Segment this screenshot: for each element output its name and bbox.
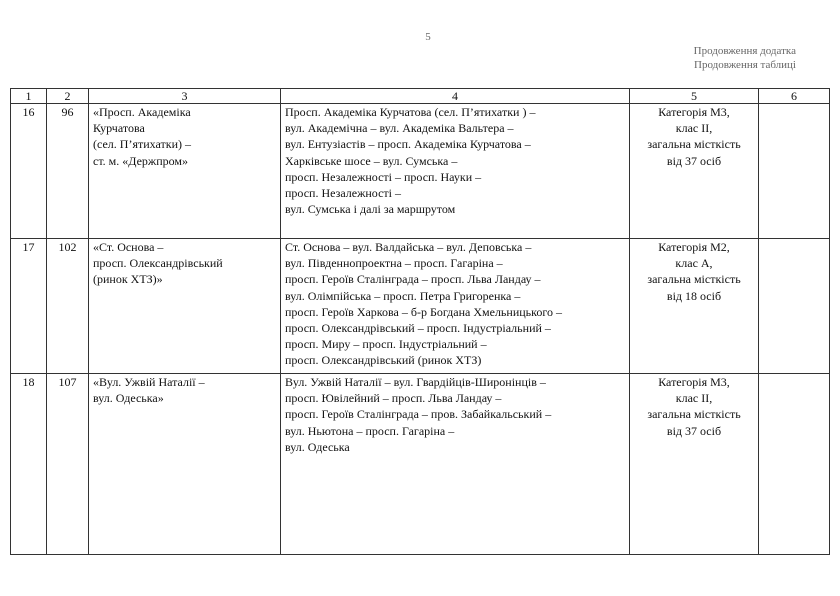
- vehicle-category: [630, 239, 759, 374]
- table-row: [11, 239, 830, 374]
- route-name-line: (ринок ХТЗ)»: [93, 272, 163, 287]
- route-path-line: Харківське шосе – вул. Сумська –: [285, 153, 458, 168]
- vehicle-category: [630, 374, 759, 555]
- row-number: 17: [11, 239, 47, 374]
- route-name-line: ст. м. «Держпром»: [93, 153, 188, 168]
- category-line: від 37 осіб: [666, 153, 722, 168]
- category-line: загальна місткість: [647, 137, 741, 152]
- route-name: [89, 239, 281, 374]
- route-number: 107: [47, 374, 89, 555]
- category-line: Категорія М2,: [658, 240, 730, 254]
- route-number: 96: [47, 104, 89, 239]
- category-line: загальна місткість: [647, 407, 741, 422]
- route-name-line: (сел. П’ятихатки) –: [93, 137, 191, 152]
- table-row: [11, 104, 830, 239]
- route-name: [89, 104, 281, 239]
- continuation-note: [694, 44, 796, 72]
- table-row: [11, 374, 830, 555]
- route-path-line: просп. Ювілейний – просп. Льва Ландау –: [285, 391, 502, 406]
- route-path-line: вул. Одеська: [285, 439, 350, 454]
- header-row: [11, 89, 830, 104]
- category-line: від 18 осіб: [666, 288, 722, 303]
- column-header: 6: [759, 89, 830, 104]
- continuation-table-label: Продовження таблиці: [694, 59, 796, 71]
- category-line: клас А,: [675, 256, 713, 271]
- category-line: клас ІІ,: [675, 391, 713, 406]
- route-path-line: просп. Героїв Сталінграда – просп. Льва Ландау –: [285, 272, 541, 287]
- route-path-line: просп. Олександрівський – просп. Індустріальний –: [285, 321, 551, 336]
- column-6-cell: [759, 239, 830, 374]
- route-name-line: «Вул. Ужвій Наталії –: [93, 375, 205, 389]
- category-line: від 37 осіб: [666, 423, 722, 438]
- route-path-line: вул. Сумська і далі за маршрутом: [285, 202, 456, 217]
- route-path-line: просп. Героїв Сталінграда – пров. Забайкальський –: [285, 407, 552, 422]
- route-path-line: вул. Ньютона – просп. Гагаріна –: [285, 423, 455, 438]
- route-name-line: просп. Олександрівський: [93, 256, 223, 271]
- route-path-line: просп. Героїв Харкова – б-р Богдана Хмельницького –: [285, 304, 562, 319]
- route-name-line: вул. Одеська»: [93, 391, 164, 406]
- vehicle-category: [630, 104, 759, 239]
- route-path-line: Просп. Академіка Курчатова (сел. П’ятихатки ) –: [285, 105, 536, 119]
- row-number: 16: [11, 104, 47, 239]
- category-line: клас ІІ,: [675, 121, 713, 136]
- route-path: [281, 239, 630, 374]
- route-path-line: вул. Академічна – вул. Академіка Вальтера –: [285, 121, 514, 136]
- route-name-line: «Просп. Академіка: [93, 105, 191, 119]
- category-line: Категорія М3,: [658, 105, 730, 119]
- route-number: 102: [47, 239, 89, 374]
- column-header: 3: [89, 89, 281, 104]
- route-path-line: Ст. Основа – вул. Валдайська – вул. Деповська –: [285, 240, 532, 254]
- column-6-cell: [759, 104, 830, 239]
- route-path: [281, 104, 630, 239]
- category-line: Категорія М3,: [658, 375, 730, 389]
- row-number: 18: [11, 374, 47, 555]
- route-path: [281, 374, 630, 555]
- column-header: 1: [11, 89, 47, 104]
- column-header: 2: [47, 89, 89, 104]
- route-name: [89, 374, 281, 555]
- route-path-line: просп. Олександрівський (ринок ХТЗ): [285, 353, 482, 368]
- route-path-line: вул. Олімпійська – просп. Петра Григоренка –: [285, 288, 521, 303]
- route-name-line: Курчатова: [93, 121, 145, 136]
- routes-table: [10, 88, 830, 555]
- route-path-line: просп. Миру – просп. Індустріальний –: [285, 337, 487, 352]
- column-6-cell: [759, 374, 830, 555]
- category-line: загальна місткість: [647, 272, 741, 287]
- route-name-line: «Ст. Основа –: [93, 240, 164, 254]
- route-path-line: вул. Південнопроектна – просп. Гагаріна –: [285, 256, 503, 271]
- continuation-appendix-label: Продовження додатка: [693, 45, 796, 57]
- column-header: 5: [630, 89, 759, 104]
- column-header: 4: [281, 89, 630, 104]
- route-path-line: вул. Ентузіастів – просп. Академіка Курчатова –: [285, 137, 531, 152]
- page-number: 5: [425, 31, 431, 43]
- route-path-line: Вул. Ужвій Наталії – вул. Гвардійців-Широнінців –: [285, 375, 546, 389]
- route-path-line: просп. Незалежності –: [285, 186, 402, 201]
- route-path-line: просп. Незалежності – просп. Науки –: [285, 169, 482, 184]
